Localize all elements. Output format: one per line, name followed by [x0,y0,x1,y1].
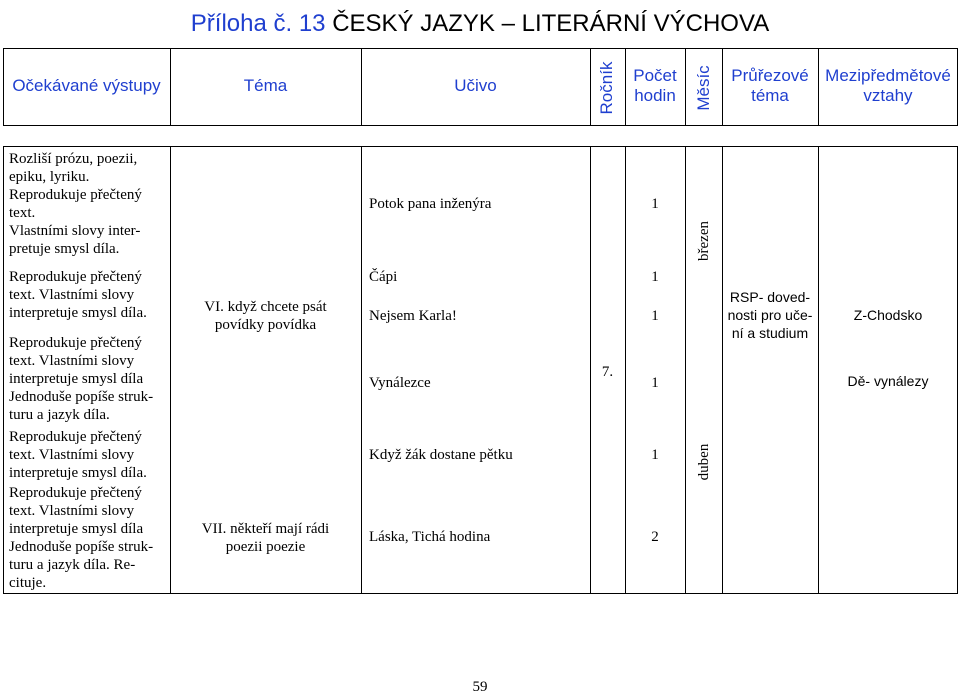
hours-value: 1 [651,447,659,463]
interdisciplinary-z-chodsko: Z-Chodsko [853,307,923,323]
ucivo-item: Čápi [369,269,398,285]
header-ocekavane-vystupy: Očekávané výstupy [12,76,161,95]
ucivo-item: Potok pana inženýra [369,196,492,212]
outcome-block-4: Reprodukuje přečtený text. Vlastními slovy interpretuje smysl díla. [9,429,147,481]
outcome-block-2: Reprodukuje přečtený text. Vlastními slovy interpretuje smysl díla. [9,269,147,321]
interdisciplinary-de-vynalezy: Dě- vynálezy [847,373,929,389]
hours-value: 1 [651,196,659,212]
cross-curricular-topic: RSP- doved- nosti pro uče- ní a studium [727,289,813,341]
outcome-block-3: Reprodukuje přečtený text. Vlastními slovy interpretuje smysl díla Jednoduše popíše struk- turu a jazyk díla. [9,335,154,423]
ucivo-item: Když žák dostane pětku [369,447,513,463]
topic-vi: VI. když chcete psát povídky povídka [204,299,327,333]
month-brezen: březen [696,221,712,261]
hours-value: 1 [651,308,659,324]
header-prurezove-tema: Průřezové téma [731,66,809,105]
appendix-number: Příloha č. 13 [190,10,326,37]
header-tema: Téma [243,76,288,95]
topic-vii: VII. někteří mají rádi poezii poezie [201,521,330,555]
hours-value: 1 [651,269,659,285]
month-duben: duben [696,443,712,481]
header-rocnik: Ročník [597,61,616,115]
page-title [0,10,960,38]
subject-title: ČESKÝ JAZYK – LITERÁRNÍ VÝCHOVA [332,10,770,37]
ucivo-item: Láska, Tichá hodina [369,529,491,545]
header-mezipredmetove-vztahy: Mezipředmětové vztahy [825,66,951,105]
rocnik-value: 7. [601,364,614,380]
outcome-block-5: Reprodukuje přečtený text. Vlastními slovy interpretuje smysl díla Jednoduše popíše struk- turu a jazyk díla. Re- cituje. [9,485,154,591]
header-mesic: Měsíc [694,65,713,111]
header-pocet-hodin: Počet hodin [633,66,677,105]
ucivo-item: Nejsem Karla! [369,308,457,324]
header-ucivo: Učivo [454,76,497,95]
hours-value: 1 [651,375,659,391]
hours-value: 2 [651,529,659,545]
outcome-block-1: Rozliší prózu, poezii, epiku, lyriku. Reprodukuje přečtený text. Vlastními slovy inter- pretuje smysl díla. [9,151,142,257]
ucivo-item: Vynálezce [369,375,431,391]
page-number: 59 [472,679,488,695]
